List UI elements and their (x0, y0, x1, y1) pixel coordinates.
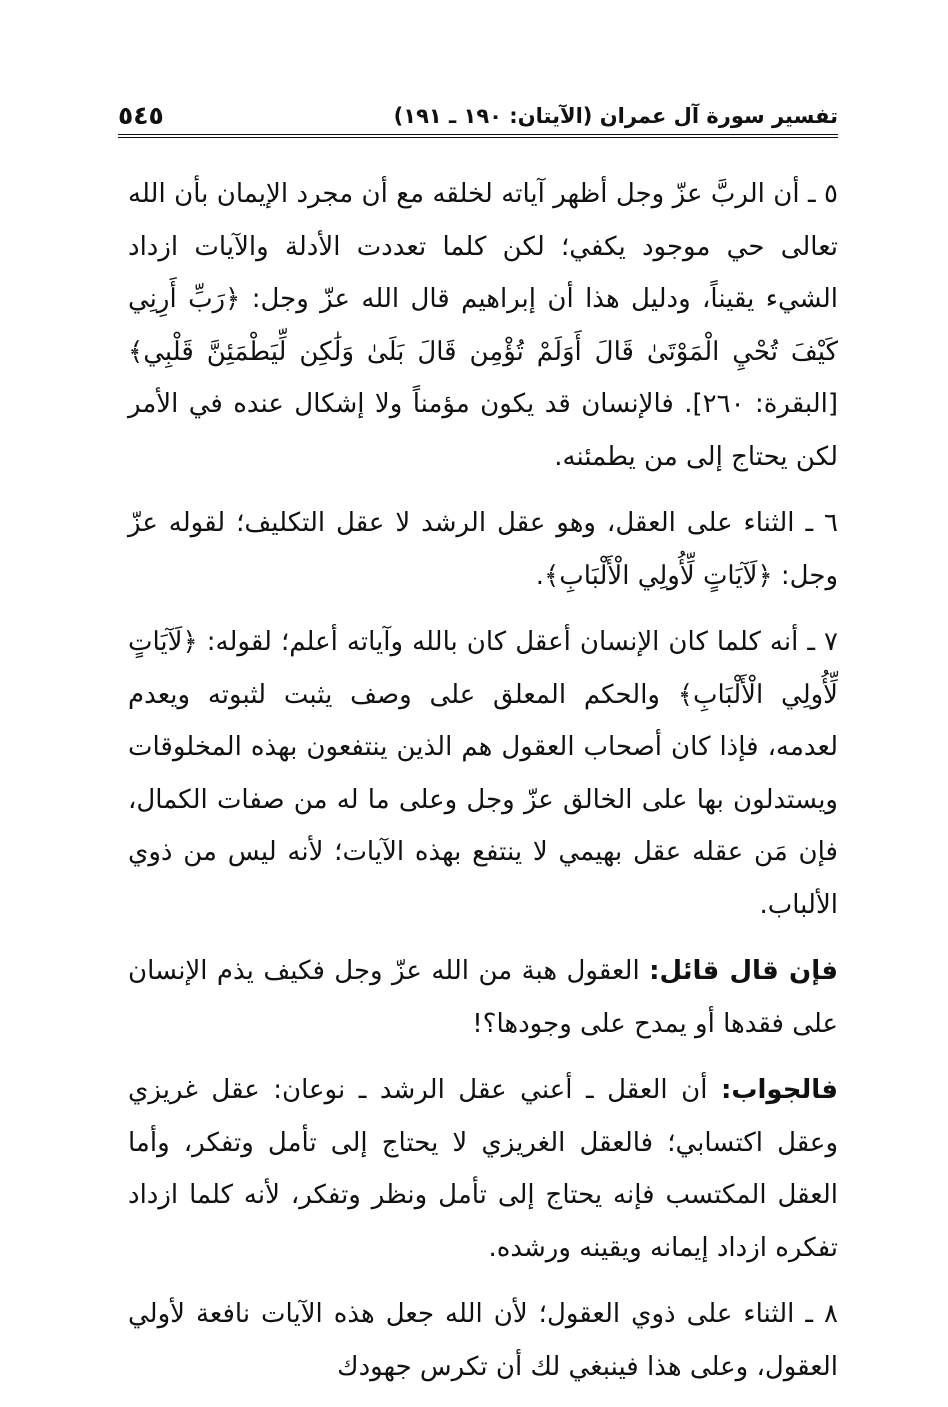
paragraph-point-6 (128, 497, 838, 602)
paragraph-question (128, 945, 838, 1050)
paragraph-text: [البقرة: ٢٦٠]. فالإنسان قد يكون مؤمناً ولا إشكال عنده في الأمر لكن يحتاج إلى من يطمئنه. (128, 389, 839, 472)
running-header (118, 92, 838, 138)
page-number: ٥٤٥ (118, 101, 164, 130)
paragraph-text: ٧ ـ أنه كلما كان الإنسان أعقل كان بالله وآياته أعلم؛ لقوله: (197, 627, 838, 657)
quran-verse: ﴿رَبِّ أَرِنِي كَيْفَ تُحْيِ الْمَوْتَىٰ قَالَ أَوَلَمْ تُؤْمِن قَالَ بَلَىٰ وَلَٰكِن لِّيَطْمَئِنَّ قَلْبِي﴾ (128, 284, 838, 367)
answer-lead: فالجواب: (720, 1075, 838, 1105)
paragraph-text: ٦ ـ الثناء على العقل، وهو عقل الرشد لا عقل التكليف؛ لقوله عزّ وجل: (128, 508, 838, 591)
paragraph-text: . (535, 560, 544, 591)
quran-verse: ﴿لَآيَاتٍ لِّأُولِي الْأَلْبَابِ﴾ (544, 560, 773, 591)
paragraph-text: ٥ ـ أن الربَّ عزّ وجل أظهر آياته لخلقه مع أن مجرد الإيمان بأن الله تعالى حي موجود يكفي؛ لكن كلما تعددت الأدلة والآيات ازداد الشيء يقيناً، ودليل هذا أن إبراهيم قال الله عزّ وجل: (128, 179, 839, 314)
paragraph-text: والحكم المعلق على وصف يثبت لثبوته ويعدم لعدمه، فإذا كان أصحاب العقول هم الذين ينتفعون بهذه المخلوقات ويستدلون بها على الخالق عزّ وجل وعلى ما له من صفات الكمال، فإن مَن عقله عقل بهيمي لا ينتفع بهذه الآيات؛ لأنه ليس من ذوي الألباب. (128, 679, 838, 920)
paragraph-text: ٨ ـ الثناء على ذوي العقول؛ لأن الله جعل هذه الآيات نافعة لأولي العقول، وعلى هذا فينبغي لك أن تكرس جهودك (128, 1299, 838, 1382)
paragraph-answer (128, 1064, 838, 1274)
page-body (128, 168, 838, 1407)
paragraph-point-8 (128, 1288, 838, 1393)
quran-verse: ﴿لَآيَاتٍ لِّأُولِي الْأَلْبَابِ﴾ (128, 627, 838, 710)
header-title: تفسير سورة آل عمران (الآيتان: ١٩٠ ـ ١٩١) (393, 104, 838, 128)
paragraph-text: العقول هبة من الله عزّ وجل فكيف يذم الإنسان على فقدها أو يمدح على وجودها؟! (128, 956, 838, 1039)
paragraph-text: أن العقل ـ أعني عقل الرشد ـ نوعان: عقل غريزي وعقل اكتسابي؛ فالعقل الغريزي لا يحتاج إلى تأمل وتفكر، وأما العقل المكتسب فإنه يحتاج إلى تأمل ونظر وتفكر، لأنه كلما ازداد تفكره ازداد إيمانه ويقينه ورشده. (128, 1075, 838, 1263)
question-lead: فإن قال قائل: (649, 956, 838, 986)
paragraph-point-5 (128, 168, 838, 483)
paragraph-point-7 (128, 616, 838, 931)
